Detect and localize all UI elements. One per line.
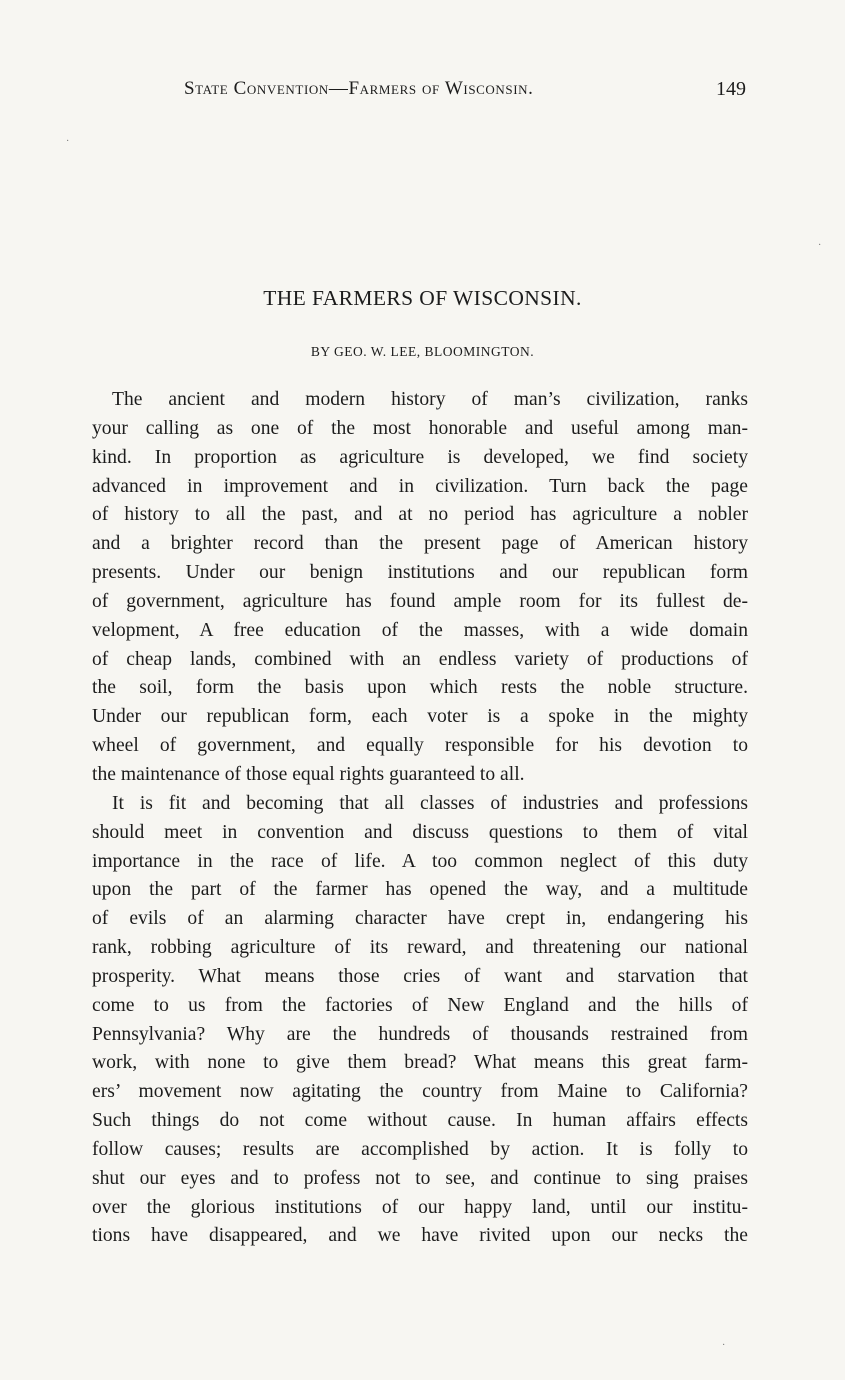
text-line: importance in the race of life. A too common neglect of this duty (92, 850, 748, 872)
text-line: work, with none to give them bread? What means this great farm- (92, 1052, 748, 1074)
article-title: THE FARMERS OF WISCONSIN. (263, 286, 582, 310)
text-line: the soil, form the basis upon which rests the noble structure. (92, 677, 748, 699)
text-line: velopment, A free education of the masses, with a wide domain (92, 619, 748, 641)
text-line: the maintenance of those equal rights guaranteed to all. (92, 763, 525, 785)
text-line: It is fit and becoming that all classes of industries and professions (112, 792, 748, 814)
text-line: kind. In proportion as agriculture is developed, we find society (92, 446, 748, 468)
text-line: come to us from the factories of New England and the hills of (92, 994, 748, 1016)
ink-speck: · (722, 1340, 726, 1351)
text-line: of evils of an alarming character have crept in, endangering his (92, 908, 748, 930)
text-line: shut our eyes and to profess not to see, and continue to sing praises (92, 1167, 748, 1189)
ink-speck: · (818, 240, 822, 251)
text-line: rank, robbing agriculture of its reward, and threatening our national (92, 937, 748, 959)
text-line: of cheap lands, combined with an endless variety of productions of (92, 648, 748, 670)
text-line: tions have disappeared, and we have rivited upon our necks the (92, 1225, 748, 1247)
text-line: of government, agriculture has found ample room for its fullest de- (92, 590, 748, 612)
text-line: should meet in convention and discuss questions to them of vital (92, 821, 748, 843)
running-title: State Convention—Farmers of Wisconsin. (184, 78, 534, 99)
page-number: 149 (716, 78, 746, 100)
text-line: upon the part of the farmer has opened the way, and a multitude (92, 879, 748, 901)
article-byline: BY GEO. W. LEE, BLOOMINGTON. (310, 344, 535, 359)
text-line: prosperity. What means those cries of want and starvation that (92, 965, 748, 987)
text-line: wheel of government, and equally responsible for his devotion to (92, 735, 748, 757)
text-line: of history to all the past, and at no period has agriculture a nobler (92, 504, 748, 526)
text-line: presents. Under our benign institutions and our republican form (92, 562, 748, 584)
running-head (92, 78, 746, 106)
text-line: advanced in improvement and in civilization. Turn back the page (92, 475, 748, 497)
text-line: Pennsylvania? Why are the hundreds of thousands restrained from (92, 1023, 748, 1045)
text-line: ers’ movement now agitating the country from Maine to California? (92, 1081, 748, 1103)
ink-speck: · (66, 136, 70, 147)
text-line: Such things do not come without cause. In human affairs effects (92, 1110, 748, 1132)
text-line: The ancient and modern history of man’s civilization, ranks (112, 389, 748, 410)
text-line: Under our republican form, each voter is a spoke in the mighty (92, 706, 748, 728)
text-line: your calling as one of the most honorable and useful among man- (92, 417, 748, 439)
text-line: follow causes; results are accomplished by action. It is folly to (92, 1138, 748, 1160)
text-line: and a brighter record than the present page of American history (92, 533, 748, 555)
text-line: over the glorious institutions of our happy land, until our institu- (92, 1196, 748, 1218)
body-text (92, 386, 748, 1251)
